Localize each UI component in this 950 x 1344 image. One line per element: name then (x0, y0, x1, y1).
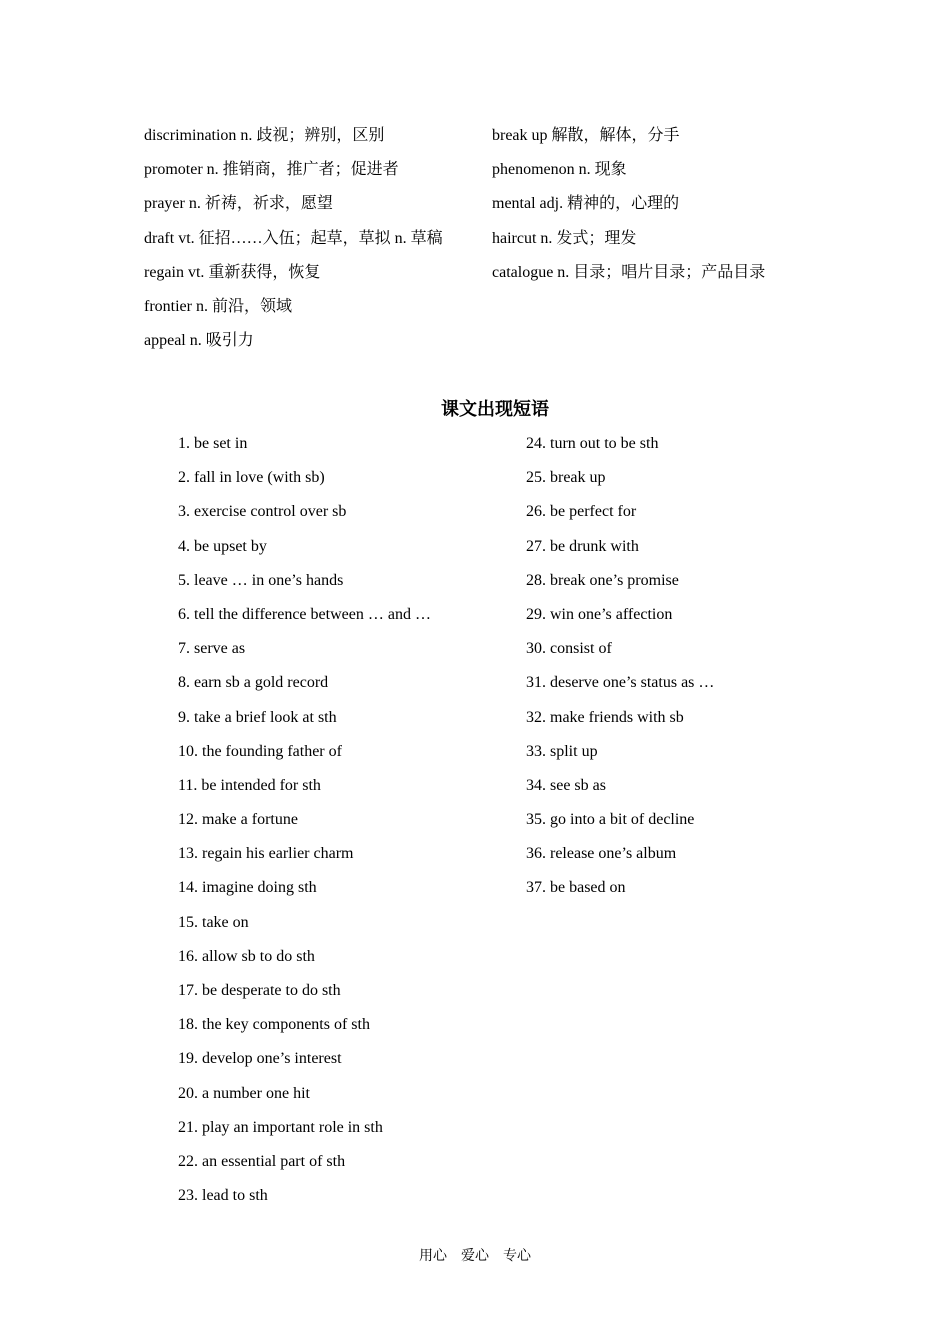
vocab-item: phenomenon n. 现象 (492, 161, 627, 179)
phrase-item: 18. the key components of sth (178, 1016, 370, 1034)
phrase-item: 30. consist of (526, 640, 612, 658)
phrase-item: 13. regain his earlier charm (178, 845, 354, 863)
phrase-item: 10. the founding father of (178, 742, 342, 760)
vocab-item: mental adj. 精神的，心理的 (492, 195, 680, 213)
phrase-item: 24. turn out to be sth (526, 435, 659, 452)
phrase-item: 4. be upset by (178, 537, 267, 555)
phrase-item: 15. take on (178, 913, 249, 931)
phrase-column-right (526, 427, 826, 906)
phrase-item: 25. break up (526, 469, 606, 487)
phrase-item: 6. tell the difference between … and … (178, 605, 431, 623)
phrase-item: 1. be set in (178, 435, 248, 452)
vocabulary-column-left (144, 119, 492, 358)
phrase-item: 37. be based on (526, 879, 626, 897)
phrase-item: 3. exercise control over sb (178, 503, 347, 521)
phrase-item: 32. make friends with sb (526, 708, 684, 726)
phrase-item: 12. make a fortune (178, 811, 298, 829)
vocab-item: break up 解散，解体，分手 (492, 127, 680, 144)
phrase-item: 14. imagine doing sth (178, 879, 317, 897)
phrase-item: 8. earn sb a gold record (178, 674, 329, 692)
phrase-item: 36. release one’s album (526, 845, 677, 863)
phrase-item: 7. serve as (178, 640, 246, 658)
vocab-item: discrimination n. 歧视；辨别，区别 (144, 127, 385, 144)
vocab-item: appeal n. 吸引力 (144, 332, 254, 350)
vocab-item: catalogue n. 目录；唱片目录；产品目录 (492, 263, 766, 281)
phrase-item: 22. an essential part of sth (178, 1152, 346, 1170)
phrase-item: 29. win one’s affection (526, 605, 673, 623)
phrase-item: 2. fall in love (with sb) (178, 469, 325, 487)
phrases-section-title: 课文出现短语 (441, 399, 549, 420)
phrase-item: 11. be intended for sth (178, 776, 321, 794)
phrase-item: 31. deserve one’s status as … (526, 674, 715, 692)
phrase-item: 34. see sb as (526, 776, 606, 794)
vocab-item: draft vt. 征招……入伍；起草，草拟 n. 草稿 (144, 229, 443, 247)
phrase-item: 16. allow sb to do sth (178, 947, 315, 965)
vocabulary-column-right (492, 119, 832, 290)
page-footer: 用心 爱心 专心 (419, 1249, 531, 1264)
phrase-item: 20. a number one hit (178, 1084, 310, 1102)
phrase-item: 23. lead to sth (178, 1187, 268, 1205)
phrase-item: 5. leave … in one’s hands (178, 571, 344, 589)
phrase-item: 27. be drunk with (526, 537, 639, 555)
phrase-item: 33. split up (526, 742, 598, 760)
phrase-item: 21. play an important role in sth (178, 1118, 383, 1136)
phrase-item: 19. develop one’s interest (178, 1050, 342, 1068)
vocab-item: regain vt. 重新获得，恢复 (144, 263, 321, 281)
phrase-item: 26. be perfect for (526, 503, 637, 521)
vocab-item: prayer n. 祈祷，祈求，愿望 (144, 195, 333, 213)
phrase-column-left (178, 427, 526, 1213)
phrase-item: 35. go into a bit of decline (526, 811, 695, 829)
vocab-item: haircut n. 发式；理发 (492, 229, 637, 247)
phrase-item: 17. be desperate to do sth (178, 982, 341, 999)
vocab-item: promoter n. 推销商，推广者；促进者 (144, 161, 399, 179)
vocab-item: frontier n. 前沿，领域 (144, 297, 292, 315)
phrase-item: 28. break one’s promise (526, 571, 679, 589)
phrase-item: 9. take a brief look at sth (178, 708, 337, 726)
